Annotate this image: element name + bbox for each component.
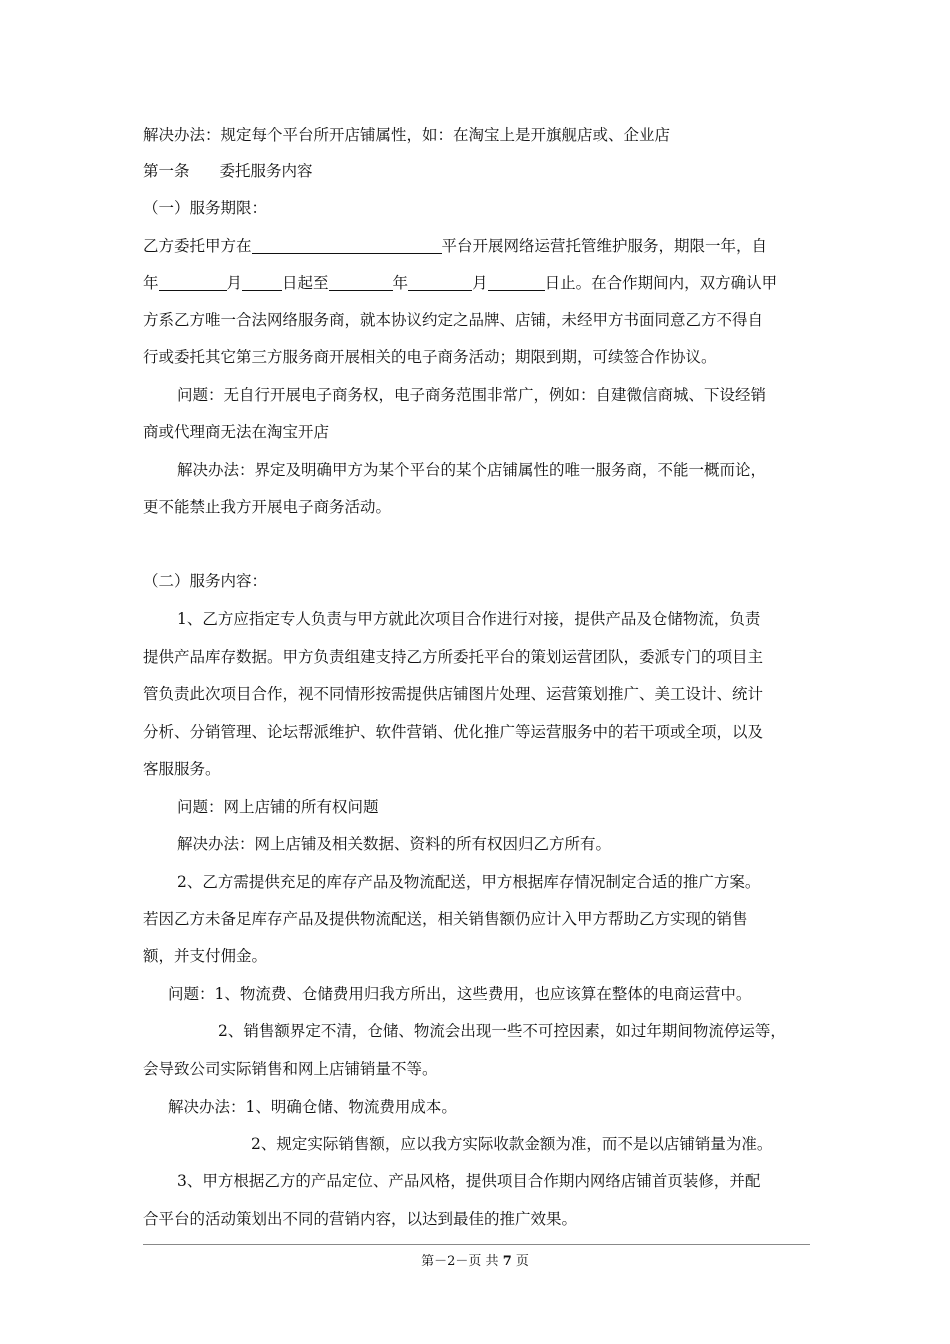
- paragraph-line: [143, 273, 777, 293]
- paragraph-line: 管负责此次项目合作，视不同情形按需提供店铺图片处理、运营策划推广、美工设计、统计: [143, 685, 764, 703]
- paragraph-line: 1、乙方应指定专人负责与甲方就此次项目合作进行对接，提供产品及仓储物流，负责: [177, 610, 761, 628]
- question-line: 会导致公司实际销售和网上店铺销量不等。: [143, 1060, 438, 1078]
- paragraph-line: 3、甲方根据乙方的产品定位、产品风格，提供项目合作期内网络店铺首页装修，并配: [177, 1172, 761, 1190]
- paragraph-line: 行或委托其它第三方服务商开展相关的电子商务活动；期限到期，可续签合作协议。: [143, 348, 717, 366]
- paragraph-line: 提供产品库存数据。甲方负责组建支持乙方所委托平台的策划运营团队，委派专门的项目主: [143, 648, 764, 666]
- paragraph-line: 分析、分销管理、论坛帮派维护、软件营销、优化推广等运营服务中的若干项或全项，以及: [143, 723, 764, 741]
- total-label: 共: [485, 1254, 499, 1269]
- paragraph-line: 方系乙方唯一合法网络服务商，就本协议约定之品牌、店铺，未经甲方书面同意乙方不得自: [143, 311, 764, 329]
- question-line: 商或代理商无法在淘宝开店: [143, 423, 330, 441]
- page-footer: [0, 1250, 950, 1269]
- article-heading: [143, 161, 313, 181]
- section-heading: （一）服务期限：: [143, 199, 268, 217]
- text-fragment: 乙方委托甲方在: [143, 237, 252, 255]
- text-fragment: 月: [472, 274, 488, 292]
- question-line: 问题：1、物流费、仓储费用归我方所出，这些费用，也应该算在整体的电商运营中。: [168, 985, 752, 1003]
- text-fragment: 平台开展网络运营托管维护服务，期限一年，自: [441, 237, 768, 255]
- solution-line: 2、规定实际销售额，应以我方实际收款金额为准，而不是以店铺销量为准。: [251, 1135, 773, 1153]
- paragraph-line: 若因乙方未备足库存产品及提供物流配送，相关销售额仍应计入甲方帮助乙方实现的销售: [143, 910, 748, 928]
- fill-blank-year: [159, 274, 227, 291]
- question-line: 问题：无自行开展电子商务权，电子商务范围非常广，例如：自建微信商城、下设经销: [177, 386, 767, 404]
- fill-blank-year: [329, 274, 393, 291]
- paragraph-line: [143, 236, 767, 256]
- section-heading: （二）服务内容：: [143, 572, 268, 590]
- fill-blank-platform: [252, 237, 442, 254]
- text-fragment: 月: [226, 274, 243, 292]
- solution-line: 解决办法：1、明确仓储、物流费用成本。: [168, 1098, 457, 1116]
- article-title: 委托服务内容: [219, 162, 313, 180]
- paragraph-line: 2、乙方需提供充足的库存产品及物流配送，甲方根据库存情况制定合适的推广方案。: [177, 873, 761, 891]
- question-line: 问题：网上店铺的所有权问题: [177, 798, 379, 816]
- article-number: 第一条: [143, 162, 190, 180]
- footer-divider: [143, 1244, 810, 1245]
- solution-line: 更不能禁止我方开展电子商务活动。: [143, 498, 392, 516]
- text-fragment: 年: [392, 274, 409, 292]
- paragraph-line: 额，并支付佣金。: [143, 947, 268, 965]
- fill-blank-day: [488, 274, 545, 291]
- solution-line: 解决办法：界定及明确甲方为某个平台的某个店铺属性的唯一服务商，不能一概而论，: [177, 461, 767, 479]
- solution-line: 解决办法：规定每个平台所开店铺属性，如：在淘宝上是开旗舰店或、企业店: [143, 126, 671, 144]
- paragraph-line: 客服服务。: [143, 760, 221, 778]
- fill-blank-month: [408, 274, 472, 291]
- text-fragment: 日止。在合作期间内，双方确认甲: [544, 274, 778, 292]
- question-line: 2、销售额界定不清，仓储、物流会出现一些不可控因素，如过年期间物流停运等，: [218, 1022, 786, 1040]
- page-number: 第－2－页: [421, 1254, 482, 1269]
- fill-blank-month: [242, 274, 282, 291]
- text-fragment: 日起至: [282, 274, 329, 292]
- total-pages: 7: [502, 1254, 512, 1269]
- solution-line: 解决办法：网上店铺及相关数据、资料的所有权因归乙方所有。: [177, 835, 612, 853]
- total-suffix: 页: [515, 1254, 529, 1269]
- paragraph-line: 合平台的活动策划出不同的营销内容，以达到最佳的推广效果。: [143, 1210, 578, 1228]
- text-fragment: 年: [143, 274, 159, 292]
